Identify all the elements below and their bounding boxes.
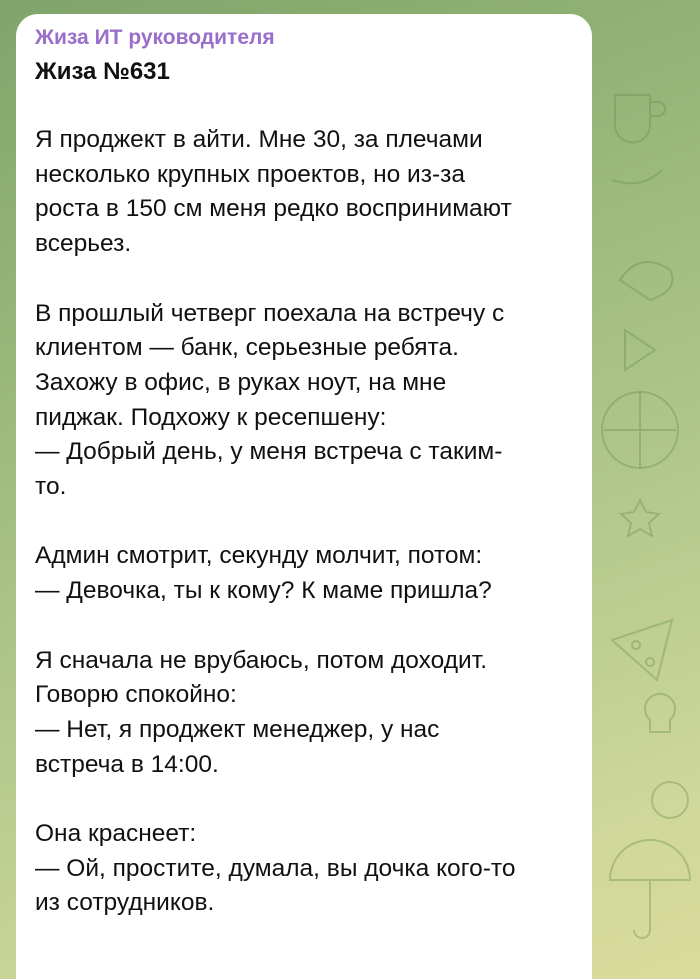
message-paragraph: Я проджект в айти. Мне 30, за плечами несколько крупных проектов, но из-за роста в 150 см меня редко воспринимают всерьез.: [35, 126, 512, 258]
channel-name[interactable]: Жиза ИТ руководителя: [35, 26, 275, 49]
post-title: Жиза №631: [35, 58, 170, 85]
message-paragraph: Админ смотрит, секунду молчит, потом: — Девочка, ты к кому? К маме пришла?: [35, 542, 492, 605]
message-paragraph: В прошлый четверг поехала на встречу с клиентом — банк, серьезные ребята. Захожу в офис, в руках ноут, на мне пиджак. Подхожу к ресепшену: — Добрый день, у меня встреча с таким- то.: [35, 299, 505, 501]
star-icon: [621, 500, 659, 536]
bulb-icon: [645, 694, 675, 732]
message-paragraph: Я сначала не врубаюсь, потом доходит. Говорю спокойно: — Нет, я проджект менеджер, у нас встреча в 14:00.: [35, 646, 488, 778]
pizza-icon: [612, 620, 672, 680]
message-text: [35, 123, 566, 921]
message-paragraph: Она краснеет: — Ой, простите, думала, вы дочка кого-то из сотрудников.: [35, 820, 516, 917]
globe-icon: [602, 392, 678, 468]
umbrella-icon: [610, 840, 690, 938]
cup-icon: [615, 95, 665, 142]
message-bubble[interactable]: [16, 14, 592, 979]
